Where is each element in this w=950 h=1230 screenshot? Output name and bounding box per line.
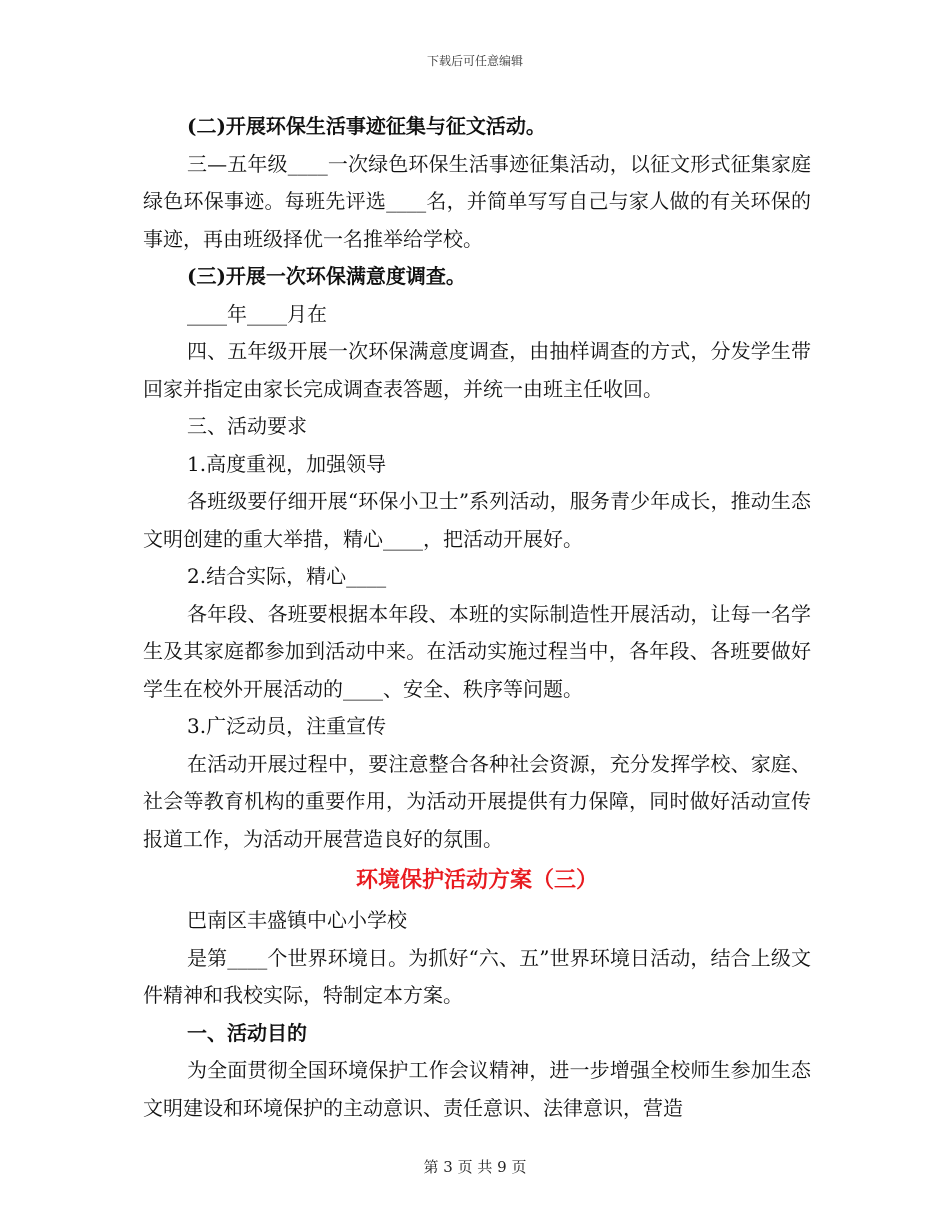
- document-body: [143, 108, 811, 1127]
- page-footer: 第 3 页 共 9 页: [423, 1158, 527, 1176]
- page-header: 下载后可任意编辑: [426, 54, 523, 68]
- section-heading: 三、活动要求: [187, 414, 307, 438]
- document-title: 环境保护活动方案（三）: [355, 867, 598, 893]
- paragraph: 是第____个世界环境日。为抓好“六、五”世界环境日活动，结合上级文件精神和我校实际，特制定本方案。: [143, 945, 811, 1007]
- paragraph: 各班级要仔细开展“环保小卫士”系列活动，服务青少年成长，推动生态文明创建的重大举措，精心____，把活动开展好。: [143, 489, 811, 551]
- subsection-heading: 3.广泛动员，注重宣传: [187, 714, 387, 738]
- school-name: 巴南区丰盛镇中心小学校: [187, 908, 407, 932]
- paragraph: 为全面贯彻全国环境保护工作会议精神，进一步增强全校师生参加生态文明建设和环境保护的主动意识、责任意识、法律意识，营造: [143, 1058, 811, 1120]
- paragraph: 四、五年级开展一次环保满意度调查，由抽样调查的方式，分发学生带回家并指定由家长完成调查表答题，并统一由班主任收回。: [143, 339, 811, 401]
- paragraph: 在活动开展过程中，要注意整合各种社会资源，充分发挥学校、家庭、社会等教育机构的重要作用，为活动开展提供有力保障，同时做好活动宣传报道工作，为活动开展营造良好的氛围。: [143, 751, 811, 851]
- subsection-heading: 1.高度重视，加强领导: [187, 451, 387, 476]
- paragraph: ____年____月在: [187, 301, 327, 326]
- section-heading: (三)开展一次环保满意度调查。: [187, 264, 466, 288]
- subsection-heading: 2.结合实际，精心____: [187, 564, 387, 588]
- paragraph: 三—五年级____一次绿色环保生活事迹征集活动，以征文形式征集家庭绿色环保事迹。每班先评选____名，并简单写写自己与家人做的有关环保的事迹，再由班级择优一名推举给学校。: [143, 151, 811, 251]
- paragraph: 各年段、各班要根据本年段、本班的实际制造性开展活动，让每一名学生及其家庭都参加到活动中来。在活动实施过程当中，各年段、各班要做好学生在校外开展活动的____、安全、秩序等问题。: [143, 601, 811, 701]
- section-heading: (二)开展环保生活事迹征集与征文活动。: [187, 114, 546, 138]
- section-heading: 一、活动目的: [187, 1020, 307, 1045]
